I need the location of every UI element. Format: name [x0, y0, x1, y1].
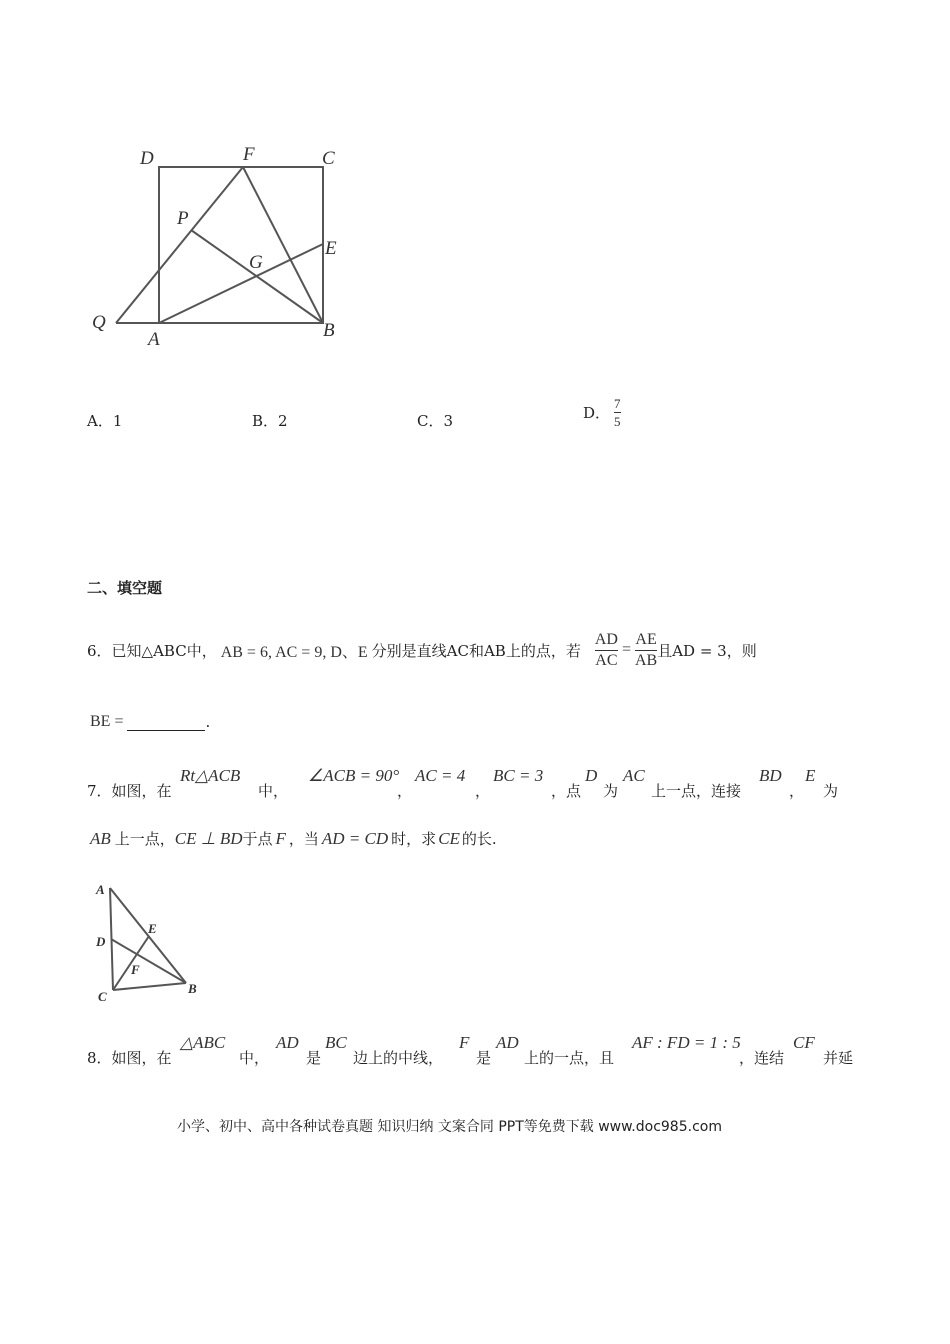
segment-cb	[113, 983, 186, 990]
q7-number: 7．如图，在	[87, 782, 172, 800]
q7-ac2: AC	[623, 766, 645, 785]
label-b: B	[323, 320, 335, 341]
q7-bd: BD	[759, 766, 782, 785]
q7-d: D	[585, 766, 598, 785]
question-7-line2	[90, 828, 497, 849]
square-abcd	[159, 167, 323, 323]
figure-right-triangle-diagram	[90, 880, 220, 1005]
label2-e: E	[148, 921, 157, 936]
q7-ce-perp-bd: CE ⊥ BD	[174, 829, 243, 848]
label2-f: F	[131, 962, 140, 977]
q7-rt-triangle: Rt△ACB	[180, 766, 241, 785]
q8-text-connect: ，连结	[739, 1049, 785, 1067]
q6-fraction-ae-ab	[635, 632, 657, 669]
q6-end: .	[205, 713, 211, 731]
q6-f2-num: AE	[635, 630, 657, 648]
q8-cf: CF	[793, 1033, 815, 1052]
option-a: A．1	[87, 412, 123, 430]
label-q: Q	[92, 312, 106, 333]
segment-qf	[116, 167, 243, 323]
label-d: D	[140, 148, 154, 169]
q8-bc: BC	[325, 1033, 347, 1052]
option-d-denominator: 5	[614, 414, 621, 429]
q7-e: E	[805, 766, 816, 785]
q8-text-zhong: 中，	[239, 1049, 270, 1067]
q6-condition: AB = 6, AC = 9, D、E	[220, 643, 368, 661]
option-b: B．2	[252, 412, 288, 430]
q8-f: F	[459, 1033, 470, 1052]
label2-b: B	[188, 981, 197, 996]
label-g: G	[249, 252, 263, 273]
q8-ad: AD	[276, 1033, 299, 1052]
q8-text-extend: 并延	[823, 1049, 854, 1067]
q7-text-wei: 为	[603, 782, 619, 800]
q6-f1-den: AC	[595, 651, 618, 669]
q8-triangle: △ABC	[180, 1033, 226, 1052]
q7-ad-cd: AD = CD	[321, 829, 389, 848]
question-6-line2	[90, 713, 210, 731]
q7-ab: AB	[90, 829, 111, 848]
q6-tail: 且AD = 3，则	[657, 641, 757, 660]
q7-comma3: ，	[789, 782, 805, 800]
q7-text-dian: ，点	[551, 782, 582, 800]
q7-text-lianjie: 上一点，连接	[651, 782, 742, 800]
q7-l2b: 于点	[242, 830, 273, 848]
q7-ce: CE	[438, 829, 460, 848]
question-7-line1	[87, 766, 867, 802]
figure-square-diagram	[85, 140, 365, 355]
segment-ae	[159, 244, 323, 323]
option-d	[583, 397, 621, 428]
question-8	[87, 1033, 867, 1069]
q6-equals: =	[621, 641, 631, 658]
q8-ad2: AD	[496, 1033, 519, 1052]
q8-number: 8．如图，在	[87, 1049, 172, 1067]
label-e: E	[325, 238, 337, 259]
q7-l2c: ，当	[288, 830, 319, 848]
q6-prefix: 6．已知△ABC中，	[87, 641, 217, 660]
label2-a: A	[96, 882, 105, 897]
q7-angle: ∠ACB = 90°	[308, 766, 400, 785]
question-6-line1	[87, 625, 757, 675]
answer-blank[interactable]	[127, 716, 205, 731]
label-p: P	[177, 208, 189, 229]
q7-l2d: 时，求	[391, 830, 437, 848]
q8-text-shi: 是	[306, 1049, 322, 1067]
option-d-fraction	[614, 397, 621, 428]
q7-l2a: 上一点，	[114, 830, 175, 848]
q7-f: F	[275, 829, 286, 848]
label2-c: C	[98, 989, 107, 1004]
segment-fb	[243, 167, 323, 323]
q8-ratio: AF : FD = 1 : 5	[632, 1033, 741, 1052]
label2-d: D	[96, 934, 106, 949]
section-title: 二、填空题	[87, 579, 163, 597]
q6-f1-num: AD	[594, 630, 618, 648]
q8-text-shi2: 是	[476, 1049, 492, 1067]
q8-text-median: 边上的中线，	[353, 1049, 444, 1067]
option-c: C．3	[417, 412, 454, 430]
label-c: C	[322, 148, 335, 169]
q7-text-wei2: 为	[823, 782, 839, 800]
option-d-label: D．	[583, 404, 611, 422]
q7-l2e: 的长.	[461, 830, 497, 848]
q6-fraction-ad-ac	[595, 632, 618, 669]
q7-ac: AC = 4	[415, 766, 466, 785]
q6-be: BE =	[90, 713, 124, 730]
q6-f2-den: AB	[634, 651, 658, 669]
q7-bc: BC = 3	[493, 766, 544, 785]
q8-text-point: 上的一点，且	[524, 1049, 615, 1067]
label-f: F	[243, 144, 255, 165]
page-footer: 小学、初中、高中各种试卷真题 知识归纳 文案合同 PPT等免费下载 www.doc985.com	[177, 1119, 722, 1135]
q7-comma2: ，	[475, 782, 491, 800]
q6-middle: 分别是直线AC和AB上的点，若	[371, 641, 581, 660]
option-d-numerator: 7	[614, 396, 621, 411]
q7-comma1: ，	[397, 782, 413, 800]
label-a: A	[148, 329, 160, 350]
q7-text-zhong: 中，	[258, 782, 289, 800]
